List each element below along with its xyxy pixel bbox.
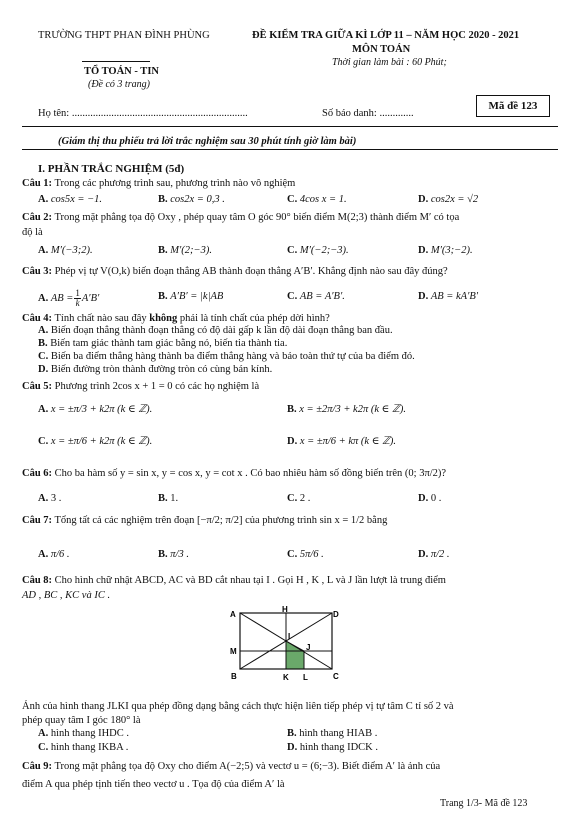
q7-option-c: 5π/6 . xyxy=(299,549,324,560)
q2-a-letter: A. xyxy=(38,245,49,256)
q4-text-post: phải là tính chất của phép dời hình? xyxy=(179,313,330,324)
q1-d-letter: D. xyxy=(418,194,429,205)
q3-option-d: AB = kA′B′ xyxy=(430,291,479,302)
name-field: Họ tên: ................................................................... xyxy=(38,108,248,119)
q3-option-c: AB = A′B′. xyxy=(299,291,345,302)
q1-c-letter: C. xyxy=(287,194,298,205)
point-h: H xyxy=(282,606,288,614)
point-c: C xyxy=(333,672,339,681)
q8-option-d: hình thang IDCK . xyxy=(299,742,379,753)
q4-label: Câu 4: xyxy=(22,313,53,324)
q6-option-a: 3 . xyxy=(50,493,62,504)
q4-d-letter: D. xyxy=(38,364,49,375)
q1-a-letter: A. xyxy=(38,194,49,205)
q3-a-letter: A. xyxy=(38,292,49,304)
q2-option-a: M′(−3;2). xyxy=(50,245,93,256)
q8-label: Câu 8: xyxy=(22,575,53,586)
q7-option-d: π/2 . xyxy=(430,549,450,560)
q8-option-b: hình thang HIAB . xyxy=(299,728,378,739)
q7-b-letter: B. xyxy=(158,549,168,560)
q6-d-letter: D. xyxy=(418,493,429,504)
exam-time: Thời gian làm bài : 60 Phút; xyxy=(332,57,447,68)
q6-label: Câu 6: xyxy=(22,468,53,479)
q5-option-a: x = ±π/3 + k2π (k ∈ ℤ). xyxy=(50,404,153,415)
q2-option-b: M′(2;−3). xyxy=(170,245,213,256)
page-footer: Trang 1/3- Mã đề 123 xyxy=(440,798,528,809)
q8-b-letter: B. xyxy=(287,728,297,739)
q5-option-d: x = ±π/6 + kπ (k ∈ ℤ). xyxy=(299,436,397,447)
exam-title: ĐỀ KIỂM TRA GIỮA KÌ LỚP 11 – NĂM HỌC 2020 - 2021 xyxy=(252,30,520,41)
header-divider xyxy=(22,126,558,127)
q1-text: Trong các phương trình sau, phương trình nào vô nghiệm xyxy=(54,178,296,189)
q7-option-b: π/3 . xyxy=(170,549,189,560)
q3-label: Câu 3: xyxy=(22,266,53,277)
point-d: D xyxy=(333,610,339,619)
q8-text-line2: AD , BC , KC và IC . xyxy=(22,590,111,601)
q3-option-a-pre: AB = xyxy=(50,292,74,304)
q3-option-a-post: A′B′ xyxy=(81,292,100,304)
q9-text-line1: Trong mặt phẳng tọa độ Oxy cho điểm A(−2;5) và vectơ u = (6;−3). Biết điểm A′ là ảnh của xyxy=(54,761,441,772)
instruction-divider xyxy=(22,149,558,150)
q2-d-letter: D. xyxy=(418,245,429,256)
q3-b-letter: B. xyxy=(158,291,168,302)
q4-b-letter: B. xyxy=(38,338,48,349)
q4-text-pre: Tính chất nào sau đây xyxy=(54,313,147,324)
q4-option-c: Biến ba điểm thẳng hàng thành ba điểm thẳng hàng và bảo toàn thứ tự của ba điểm đó. xyxy=(50,351,415,362)
q2-text-line1: Trong mặt phẳng tọa độ Oxy , phép quay tâm O góc 90° biến điểm M(2;3) thành điểm M′ có tọa xyxy=(54,212,460,223)
point-a: A xyxy=(230,610,236,619)
q2-option-d: M′(3;−2). xyxy=(430,245,473,256)
q1-option-b: cos2x = 0,3 . xyxy=(170,194,225,205)
q5-option-c: x = ±π/6 + k2π (k ∈ ℤ). xyxy=(50,436,153,447)
q2-text-line2: độ là xyxy=(22,227,43,238)
q3-a-den: k xyxy=(75,298,80,308)
q4-text-bold: không xyxy=(149,313,178,324)
q6-c-letter: C. xyxy=(287,493,298,504)
q8-a-letter: A. xyxy=(38,728,49,739)
q2-b-letter: B. xyxy=(158,245,168,256)
instruction: (Giám thị thu phiếu trả lời trắc nghiệm sau 30 phút tính giờ làm bài) xyxy=(58,136,357,147)
pages-note: (Đề có 3 trang) xyxy=(88,79,150,90)
q1-b-letter: B. xyxy=(158,194,168,205)
subject: MÔN TOÁN xyxy=(352,44,411,55)
q8-option-a: hình thang IHDC . xyxy=(50,728,130,739)
q3-a-num: 1 xyxy=(75,288,80,298)
q1-label: Câu 1: xyxy=(22,178,53,189)
section-title: I. PHẦN TRẮC NGHIỆM (5đ) xyxy=(38,163,185,175)
q1-option-d: cos2x = √2 xyxy=(430,194,479,205)
q5-label: Câu 5: xyxy=(22,381,53,392)
point-m: M xyxy=(230,647,237,656)
q1-option-c: 4cos x = 1. xyxy=(299,194,347,205)
q2-option-c: M′(−2;−3). xyxy=(299,245,349,256)
point-b: B xyxy=(231,672,237,681)
q8-text-line1: Cho hình chữ nhật ABCD, AC và BD cắt nhau tại I . Gọi H , K , L và J lần lượt là trung điểm xyxy=(54,575,446,586)
point-j: J xyxy=(306,643,311,652)
q4-option-a: Biến đoạn thẳng thành đoạn thẳng có độ dài gấp k lần độ dài đoạn thẳng ban đầu. xyxy=(50,325,393,336)
q4-option-d: Biến đường tròn thành đường tròn có cùng bán kính. xyxy=(50,364,273,375)
q3-option-a-fraction xyxy=(74,289,81,308)
q3-text: Phép vị tự V(O,k) biến đoạn thẳng AB thành đoạn thẳng A′B′. Khẳng định nào sau đây đúng? xyxy=(54,266,448,277)
q9-text-line2: điểm A qua phép tịnh tiến theo vectơ u . Tọa độ của điểm A′ là xyxy=(22,779,285,790)
q6-a-letter: A. xyxy=(38,493,49,504)
q1-option-a: cos5x = −1. xyxy=(50,194,103,205)
q3-c-letter: C. xyxy=(287,291,298,302)
q6-option-d: 0 . xyxy=(430,493,442,504)
rectangle-figure xyxy=(220,606,350,686)
q6-option-b: 1. xyxy=(170,493,179,504)
point-k: K xyxy=(283,673,289,682)
q4-a-letter: A. xyxy=(38,325,49,336)
q7-c-letter: C. xyxy=(287,549,298,560)
q5-text: Phương trình 2cos x + 1 = 0 có các họ nghiệm là xyxy=(54,381,260,392)
q4-c-letter: C. xyxy=(38,351,49,362)
department: TỔ TOÁN - TIN xyxy=(84,66,159,77)
q4-option-b: Biến tam giác thành tam giác bằng nó, biến tia thành tia. xyxy=(50,338,288,349)
q8-option-c: hình thang IKBA . xyxy=(50,742,129,753)
q8-c-letter: C. xyxy=(38,742,49,753)
shaded-trapezoid xyxy=(286,641,304,669)
q3-option-b: A′B′ = |k|AB xyxy=(170,291,224,302)
q5-d-letter: D. xyxy=(287,436,298,447)
school-name: TRƯỜNG THPT PHAN ĐÌNH PHÙNG xyxy=(38,30,210,41)
q6-text: Cho ba hàm số y = sin x, y = cos x, y = cot x . Có bao nhiêu hàm số đồng biến trên (0; 3π/2)? xyxy=(54,468,447,479)
exam-code-box: Mã đề 123 xyxy=(476,95,550,117)
q9-label: Câu 9: xyxy=(22,761,53,772)
header-underline xyxy=(82,61,150,62)
q5-c-letter: C. xyxy=(38,436,49,447)
q8-text-line3: Ảnh của hình thang JLKI qua phép đồng dạng bằng cách thực hiện liên tiếp phép vị tự tâm C tỉ số 2 và xyxy=(22,701,454,712)
q7-label: Câu 7: xyxy=(22,515,53,526)
q3-d-letter: D. xyxy=(418,291,429,302)
point-l: L xyxy=(303,673,308,682)
q6-option-c: 2 . xyxy=(299,493,311,504)
q5-a-letter: A. xyxy=(38,404,49,415)
q2-label: Câu 2: xyxy=(22,212,53,223)
q5-b-letter: B. xyxy=(287,404,297,415)
q7-a-letter: A. xyxy=(38,549,49,560)
q7-text: Tổng tất cả các nghiệm trên đoạn [−π/2; π/2] của phương trình sin x = 1/2 bằng xyxy=(54,515,388,526)
q5-option-b: x = ±2π/3 + k2π (k ∈ ℤ). xyxy=(299,404,406,415)
q7-d-letter: D. xyxy=(418,549,429,560)
q8-text-line4: phép quay tâm I góc 180° là xyxy=(22,715,141,726)
point-i: I xyxy=(288,632,291,641)
q8-d-letter: D. xyxy=(287,742,298,753)
q6-b-letter: B. xyxy=(158,493,168,504)
q2-c-letter: C. xyxy=(287,245,298,256)
student-id-field: Số báo danh: ............. xyxy=(322,108,414,119)
q7-option-a: π/6 . xyxy=(50,549,70,560)
